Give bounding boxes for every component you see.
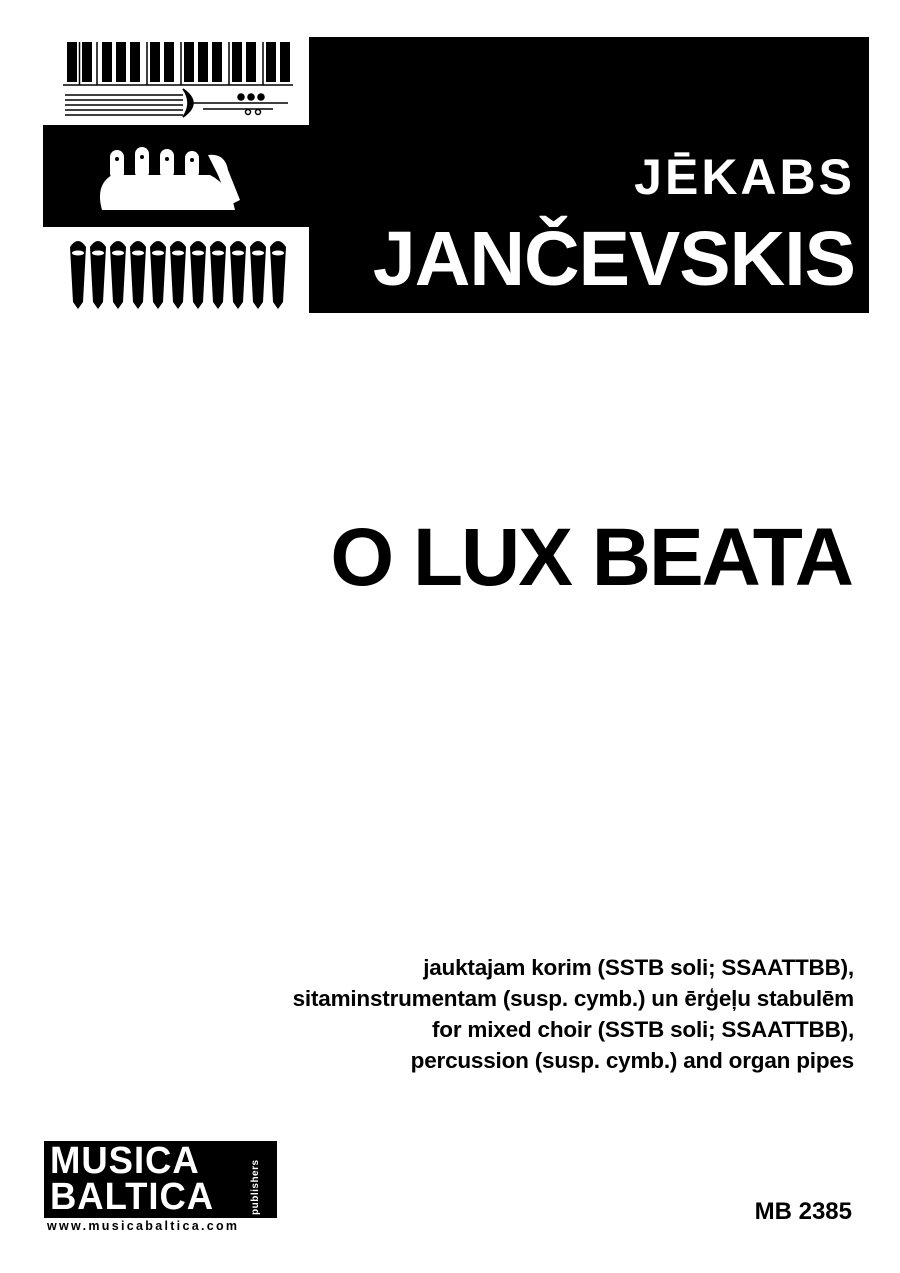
instrumentation-line: percussion (susp. cymb.) and organ pipes — [410, 1048, 854, 1073]
instrumentation-line: sitaminstrumentam (susp. cymb.) un ērģeļu stabulēm — [292, 986, 854, 1011]
composer-last-name: JANČEVSKIS — [372, 216, 855, 302]
logo-word-musica: MUSICA — [50, 1140, 200, 1182]
instrumentation-line: for mixed choir (SSTB soli; SSAATTBB), — [431, 1017, 854, 1042]
instrumentation-text — [34, 952, 854, 1076]
trumpet-icon — [65, 89, 288, 117]
work-title: O LUX BEATA — [330, 512, 852, 603]
header-illustration-bottom — [43, 227, 309, 313]
bagpipe-icon — [90, 145, 250, 215]
organ-pipes-icon — [43, 227, 309, 313]
catalog-number: MB 2385 — [754, 1198, 852, 1225]
instrumentation-line: jauktajam korim (SSTB soli; SSAATTBB), — [423, 955, 854, 980]
header-illustration-top — [43, 37, 309, 125]
logo-word-baltica: BALTICA — [50, 1176, 215, 1218]
composer-first-name: JĒKABS — [634, 149, 855, 205]
publisher-logo — [44, 1141, 277, 1218]
logo-tag-publishers: publishers — [250, 1159, 261, 1215]
piano-keys-icon — [43, 37, 309, 125]
publisher-url: www.musicabaltica.com — [47, 1219, 240, 1233]
